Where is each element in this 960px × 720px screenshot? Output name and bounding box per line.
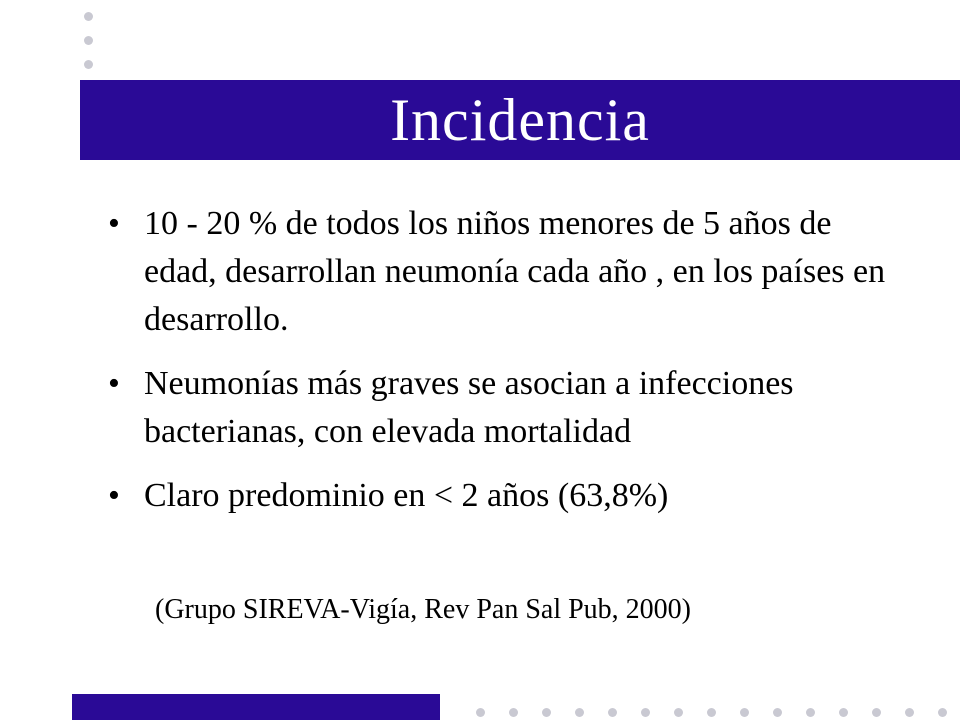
bullet-icon: • <box>108 205 120 242</box>
citation: (Grupo SIREVA-Vigía, Rev Pan Sal Pub, 2000) <box>155 594 692 625</box>
decor-dot <box>608 708 617 717</box>
decor-dot <box>674 708 683 717</box>
bullet-text: 10 - 20 % de todos los niños menores de 5 años de edad, desarrollan neumonía cada año , en los países en desarrollo. <box>144 205 886 338</box>
decor-dot <box>839 708 848 717</box>
bottom-bar <box>72 694 440 720</box>
bullet-list <box>100 200 890 536</box>
decor-dot <box>84 60 93 69</box>
bullet-icon: • <box>108 477 120 514</box>
bullet-text: Claro predominio en < 2 años (63,8%) <box>144 477 669 514</box>
decor-dot <box>707 708 716 717</box>
decor-dot <box>938 708 947 717</box>
bullet-text: Neumonías más graves se asocian a infecciones bacterianas, con elevada mortalidad <box>144 365 794 450</box>
bullet-icon: • <box>108 365 120 402</box>
bullet-item <box>100 200 890 344</box>
decor-dot <box>84 12 93 21</box>
decor-dot <box>641 708 650 717</box>
decor-dot <box>84 36 93 45</box>
decor-dot <box>575 708 584 717</box>
decor-dot <box>740 708 749 717</box>
decor-dot <box>509 708 518 717</box>
decor-dot <box>542 708 551 717</box>
slide-title: Incidencia <box>390 87 650 153</box>
bullet-item <box>100 472 890 520</box>
bullet-item <box>100 360 890 456</box>
decor-dot <box>905 708 914 717</box>
decor-dot <box>872 708 881 717</box>
decor-dot <box>773 708 782 717</box>
decor-dot <box>806 708 815 717</box>
decor-dot <box>476 708 485 717</box>
